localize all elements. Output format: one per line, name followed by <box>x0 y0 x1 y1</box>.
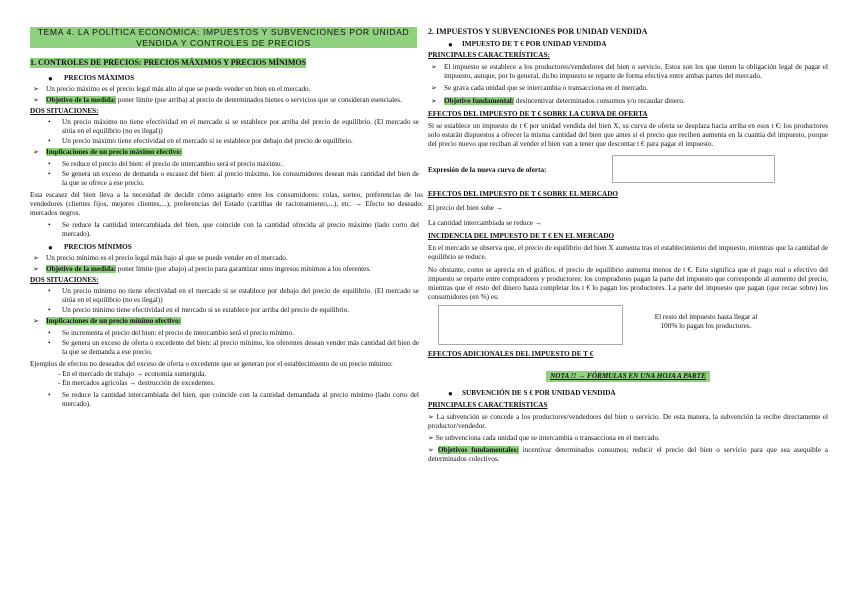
list-item: ➢ Objetivo de la medida: poner límite (por abajo) al precio para garantizar unos ingresos mínimos a los oferentes. <box>33 265 371 273</box>
expresion-answer-box <box>612 155 775 183</box>
resto-productores: El resto del impuesto hasta llegar al 100% lo pagan los productores. <box>654 313 758 330</box>
section-heading-impuestos: 2. IMPUESTOS Y SUBVENCIONES POR UNIDAD VENDIDA <box>428 27 648 36</box>
list-item: ➢ La subvención se concede a los productores/vendedores del bien o servicio. De esta manera, la subvención la recibe directamente el productor/vendedor. <box>428 413 828 430</box>
note-formulas: NOTA !! → FÓRMULAS EN UNA HOJA A PARTE <box>546 371 710 382</box>
right-column <box>428 25 828 464</box>
list-item: • Un precio máximo tiene efectividad en el mercado si se establece por debajo del precio de equilibrio. <box>48 137 353 145</box>
subheading-efectos-adicionales: EFECTOS ADICIONALES DEL IMPUESTO DE T € <box>428 350 594 358</box>
list-item: • Un precio mínimo no tiene efectividad en el mercado si se establece por debajo del precio de equilibrio. (El mercado se sitúa en el equilibrio (no es ilegal)) <box>48 287 419 304</box>
subheading-curva-oferta: EFECTOS DEL IMPUESTO DE T € SOBRE LA CURVA DE OFERTA <box>428 110 648 118</box>
paragraph-ejemplos: Ejemplos de efectos no deseados del exceso de oferta o excedente que se generan por el establecimiento de un precio mínimo: <box>30 360 393 368</box>
heading-precios-maximos: ● PRECIOS MÁXIMOS <box>48 74 135 83</box>
page-title: TEMA 4. LA POLÍTICA ECONÓMICA: IMPUESTOS Y SUBVENCIONES POR UNIDAD VENDIDA Y CONTROLES DE PRECIOS <box>30 27 417 48</box>
paragraph-incidencia-2: No obstante, como se aprecia en el gráfico, el precio de equilibrio aumenta menos de t €. Esto significa que el pago real o efectivo del impuesto se reparte entre compradores y productores: los compradores pagan la parte del impuesto que corresponde al aumento del precio, mientras que el resto del dinero hasta completar los t € lo pagan los productores. La parte del impuesto que pagan (que recae sobre) los consumidores (en %) es: <box>428 266 828 301</box>
list-item: ➢ Un precio mínimo es el precio legal más bajo al que se puede vender en el mercado. <box>33 254 288 262</box>
list-item: • Se reduce la cantidad intercambiada del bien, que coincide con la cantidad ofrecida al precio máximo (lado corto del mercado). <box>48 221 419 238</box>
heading-impuesto: ● IMPUESTO DE T € POR UNIDAD VENDIDA <box>448 40 607 49</box>
heading-subvencion: ● SUBVENCIÓN DE S € POR UNIDAD VENDIDA <box>448 389 616 398</box>
expresion-label: Expresión de la nueva curva de oferta: <box>428 166 547 174</box>
list-item: ➢ Objetivos fundamentales: incentivar determinados consumos; reducir el precio del bien o servicio para que sea asequible a determinados colectivos. <box>428 446 828 463</box>
section-heading-controles: 1. CONTROLES DE PRECIOS: PRECIOS MÁXIMOS Y PRECIOS MÍNIMOS <box>30 58 307 67</box>
list-item: ➢ Se grava cada unidad que se intercambia o transacciona en el mercado. <box>431 84 648 92</box>
list-item: • Se genera un exceso de oferta o excedente del bien: al precio mínimo, los oferentes desean vender más cantidad del bien de la que se demanda a ese precio. <box>48 339 419 356</box>
paragraph-escasez: Esta escasez del bien lleva a la necesidad de decidir cómo asignarlo entre los consumidores: colas, sorteo, preferencias de los vendedores (clientes fijos, mejores clientes,...), preferencias del Estado (cartillas de racionamiento,...), etc. → Efecto no deseado: mercados negros. <box>30 191 423 217</box>
subheading-dos-situaciones: DOS SITUACIONES: <box>30 276 99 284</box>
paragraph-incidencia-1: En el mercado se observa que, el precio de equilibrio del bien X aumenta tras el establecimiento del impuesto, mientras que la cantidad de equilibrio se reduce. <box>428 244 828 261</box>
precio-sube: El precio del bien sube → <box>428 204 503 212</box>
list-item: ➢ Un precio máximo es el precio legal más alto al que se puede vender un bien en el mercado. <box>33 85 311 93</box>
subheading-caracteristicas-2: PRINCIPALES CARACTERÍSTICAS <box>428 401 548 409</box>
list-item: ➢ Objetivo fundamental: desincentivar determinados consumos y/o recaudar dinero. <box>431 97 685 105</box>
cantidad-reduce: La cantidad intercambiada se reduce → <box>428 219 542 227</box>
heading-precios-minimos: ● PRECIOS MÍNIMOS <box>48 243 132 252</box>
list-item: • Se genera un exceso de demanda o escasez del bien: al precio máximo, los consumidores desean más cantidad del bien de la que se ofrece a ese precio. <box>48 170 419 187</box>
list-item: • Se reduce la cantidad intercambiada del bien, que coincide con la cantidad demandada al precio mínimo (lado corto del mercado). <box>48 391 419 408</box>
list-item: • Se reduce el precio del bien: el precio de intercambio será el precio máximo. <box>48 160 283 168</box>
list-item: - En mercados agrícolas → destrucción de excedentes. <box>58 379 215 387</box>
expresion-row <box>428 155 828 185</box>
subheading-dos-situaciones: DOS SITUACIONES: <box>30 107 99 115</box>
list-item: ➢ Implicaciones de un precio máximo efectivo: <box>33 148 183 156</box>
left-column <box>30 25 423 409</box>
list-item: ➢ Objetivo de la medida: poner límite (por arriba) al precio de determinados bienes o servicios que se consideran esenciales. <box>33 96 402 104</box>
list-item: • Un precio mínimo tiene efectividad en el mercado si se establece por arriba del precio de equilibrio. <box>48 306 350 314</box>
subheading-caracteristicas: PRINCIPALES CARACTERÍSTICAS: <box>428 51 550 59</box>
paragraph-curva: Si se establece un impuesto de t € por unidad vendida del bien X, su curva de oferta se desplaza hacia arriba en esos t €: los productores solo estarán dispuestos a ofrecer la misma cantidad del bien que antes si el precio que reciben aumenta en la cuantía del impuesto, porque del precio nuevo que reciban al vender el bien van a tener que descontar t € para pagar el impuesto. <box>428 122 828 148</box>
incidencia-row <box>428 304 828 348</box>
list-item: - En el mercado de trabajo → economía sumergida. <box>58 370 207 378</box>
list-item: • Un precio máximo no tiene efectividad en el mercado si se establece por arriba del precio de equilibrio. (El mercado se sitúa en el equilibrio (no es ilegal)) <box>48 118 419 135</box>
subheading-incidencia: INCIDENCIA DEL IMPUESTO DE T € EN EL MERCADO <box>428 232 615 240</box>
incidencia-answer-box <box>438 305 623 345</box>
list-item: • Se incrementa el precio del bien: el precio de intercambio será el precio mínimo. <box>48 329 294 337</box>
note-row <box>428 365 828 383</box>
subheading-efectos-mercado: EFECTOS DEL IMPUESTO DE T € SOBRE EL MERCADO <box>428 190 618 198</box>
list-item: ➢ Se subvenciona cada unidad que se intercambia o transacciona en el mercado. <box>428 434 660 442</box>
list-item: ➢ Implicaciones de un precio mínimo efectivo: <box>33 317 182 325</box>
list-item: ➢ El impuesto se establece a los productores/vendedores del bien o servicio. Estos son los que tienen la obligación legal de pagar el impuesto, aunque, por lo general, dicho impuesto se reparte de forma efectiva entre ambas partes del mercado. <box>431 63 828 80</box>
